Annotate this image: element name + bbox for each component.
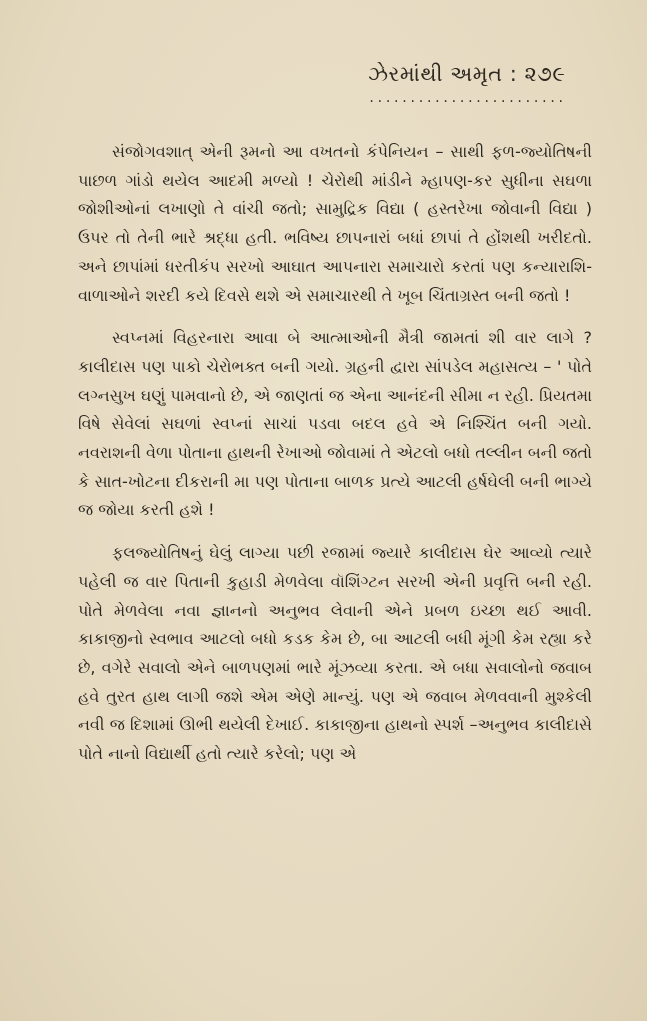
paragraph-1: સંજોગવશાત્ એની રૂમનો આ વખતનો કંપેનિયન – સાથી ફળ-જ્યોતિષની પાછળ ગાંડો થયેલ આદમી મળ્યો ! ચેરોથી માંડીને મ્હાપણ-કર સુધીના સઘળા જોશીઓનાં લખાણો તે વાંચી જતો; સામુદ્રિક વિદ્યા ( હસ્તરેખા જોવાની વિદ્યા ) ઉપર તો તેની ભારે શ્રદ્ધા હતી. ભવિષ્ય છાપનારાં બધાં છાપાં તે હોંશથી ખરીદતો. અને છાપાંમાં ધરતીકંપ સરખો આઘાત આપનારા સમાચારો કરતાં પણ કન્યારાશિ-વાળાઓને શરદી કયે દિવસે થશે એ સમાચારથી તે ખૂબ ચિંતાગ્રસ્ત બની જતો ! bbox=[78, 142, 592, 305]
header-dotted-rule: ........................ bbox=[368, 91, 566, 105]
paragraph-3: ફલજ્યોતિષનું ઘેલું લાગ્યા પછી રજામાં જ્યારે કાલીદાસ ઘેર આવ્યો ત્યારે પહેલી જ વાર પિતાની કુહાડી મેળવેલા વૉશિંગ્ટન સરખી એની પ્રવૃત્તિ બની રહી. પોતે મેળવેલા નવા જ્ઞાનનો અનુભવ લેવાની એને પ્રબળ ઇચ્છા થઈ આવી. કાકાજીનો સ્વભાવ આટલો બધો કડક કેમ છે, બા આટલી બધી મૂંગી કેમ રહ્યા કરે છે, વગેરે સવાલો એને બાળપણમાં ભારે મૂંઝવ્યા કરતા. એ બધા સવાલોનો જવાબ હવે તુરત હાથ લાગી જશે એમ એણે માન્યું. પણ એ જવાબ મેળવવાની મુશ્કેલી નવી જ દિશામાં ઊભી થયેલી દેખાઈ. કાકાજીના હાથનો સ્પર્શ –અનુભવ કાલીદાસે પોતે નાનો વિદ્યાર્થી હતો ત્યારે કરેલો; પણ એ bbox=[78, 543, 592, 764]
body-text bbox=[78, 138, 592, 783]
running-header bbox=[368, 62, 608, 120]
paragraph-2: સ્વપ્નમાં વિહરનારા આવા બે આત્માઓની મૈત્રી જામતાં શી વાર લાગે ? કાલીદાસ પણ પાકો ચેરોભક્ત બની ગયો. ગ્રહની દ્વારા સાંપડેલ મહાસત્ય – ' પોતે લગ્નસુખ ઘણું પામવાનો છે, એ જાણતાં જ એના આનંદની સીમા ન રહી. પ્રિયતમા વિષે સેવેલાં સઘળાં સ્વપ્નાં સાચાં પડવા બદલ હવે એ નિશ્ચિંત બની ગયો. નવરાશની વેળા પોતાના હાથની રેખાઓ જોવામાં તે એટલો બધો તલ્લીન બની જતો કે સાત-ખોટના દીકરાની મા પણ પોતાના બાળક પ્રત્યે આટલી હર્ષઘેલી બની ભાગ્યે જ જોયા કરતી હશે ! bbox=[78, 328, 592, 520]
header-title: ઝેરમાંથી અમૃત : ૨૭૯ bbox=[368, 62, 566, 86]
